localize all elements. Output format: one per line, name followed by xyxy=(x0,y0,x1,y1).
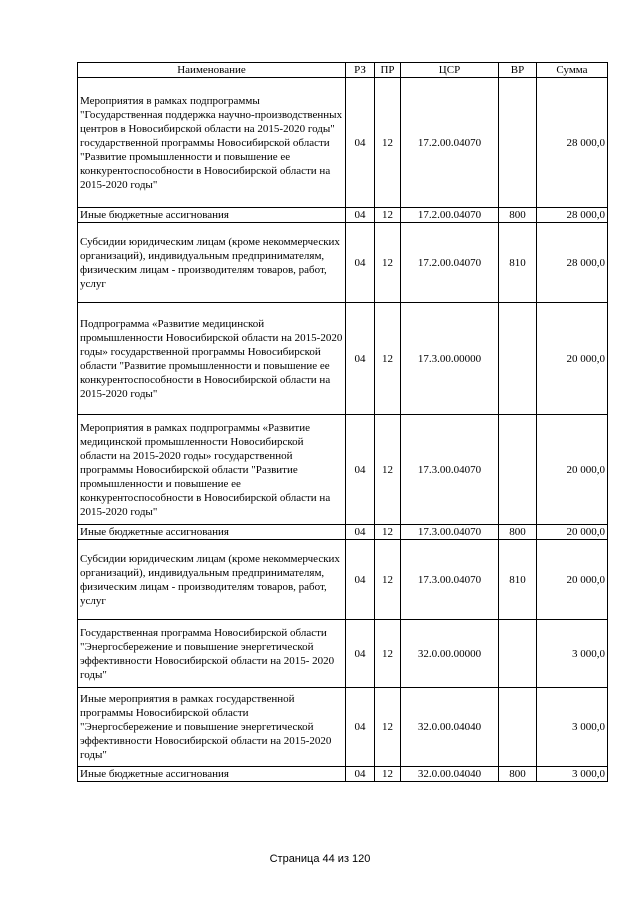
row-name: Иные мероприятия в рамках государственной программы Новосибирской области "Энергосбережение и повышение энергетической эффективности Новосибирской области на 2015-2020 годы" xyxy=(78,688,346,767)
row-vr: 800 xyxy=(499,208,537,223)
row-vr: 810 xyxy=(499,223,537,303)
row-csr: 17.3.00.04070 xyxy=(401,415,499,525)
row-csr: 17.2.00.04070 xyxy=(401,78,499,208)
row-csr: 17.2.00.04070 xyxy=(401,208,499,223)
row-pr: 12 xyxy=(375,303,401,415)
row-vr: 800 xyxy=(499,767,537,782)
table-row xyxy=(78,415,608,525)
row-name: Субсидии юридическим лицам (кроме некоммерческих организаций), индивидуальным предпринимателям, физическим лицам - производителям товаров, работ, услуг xyxy=(78,223,346,303)
row-rz: 04 xyxy=(346,525,375,540)
row-vr: 800 xyxy=(499,525,537,540)
row-sum: 28 000,0 xyxy=(537,223,608,303)
row-csr: 17.3.00.04070 xyxy=(401,540,499,620)
page-number-footer: Страница 44 из 120 xyxy=(269,853,371,865)
row-rz: 04 xyxy=(346,78,375,208)
header-pr: ПР xyxy=(375,63,401,78)
row-pr: 12 xyxy=(375,620,401,688)
row-rz: 04 xyxy=(346,620,375,688)
header-name: Наименование xyxy=(78,63,346,78)
row-pr: 12 xyxy=(375,78,401,208)
row-pr: 12 xyxy=(375,223,401,303)
header-sum: Сумма xyxy=(537,63,608,78)
row-csr: 32.0.00.04040 xyxy=(401,767,499,782)
table-row xyxy=(78,78,608,208)
row-sum: 28 000,0 xyxy=(537,208,608,223)
header-csr: ЦСР xyxy=(401,63,499,78)
row-pr: 12 xyxy=(375,540,401,620)
row-pr: 12 xyxy=(375,208,401,223)
row-sum: 3 000,0 xyxy=(537,620,608,688)
table-header-row xyxy=(78,63,608,78)
row-csr: 32.0.00.04040 xyxy=(401,688,499,767)
row-name: Мероприятия в рамках подпрограммы "Государственная поддержка научно-производственных центров в Новосибирской области на 2015-2020 годы" государственной программы Новосибирской области "Развитие промышленности и повышение ее конкурентоспособности в Новосибирской области на 2015-2020 годы" xyxy=(78,78,346,208)
budget-table xyxy=(77,62,608,782)
table-row xyxy=(78,620,608,688)
row-name: Иные бюджетные ассигнования xyxy=(78,525,346,540)
row-vr xyxy=(499,688,537,767)
row-rz: 04 xyxy=(346,415,375,525)
row-name: Мероприятия в рамках подпрограммы «Развитие медицинской промышленности Новосибирской области на 2015-2020 годы» государственной программы Новосибирской области "Развитие промышленности и повышение ее конкурентоспособности в Новосибирской области на 2015-2020 годы" xyxy=(78,415,346,525)
header-rz: РЗ xyxy=(346,63,375,78)
row-sum: 3 000,0 xyxy=(537,767,608,782)
row-sum: 20 000,0 xyxy=(537,303,608,415)
row-rz: 04 xyxy=(346,767,375,782)
row-vr xyxy=(499,78,537,208)
row-pr: 12 xyxy=(375,688,401,767)
row-sum: 3 000,0 xyxy=(537,688,608,767)
row-rz: 04 xyxy=(346,303,375,415)
row-pr: 12 xyxy=(375,525,401,540)
row-pr: 12 xyxy=(375,415,401,525)
header-vr: ВР xyxy=(499,63,537,78)
row-csr: 32.0.00.00000 xyxy=(401,620,499,688)
row-vr xyxy=(499,303,537,415)
row-name: Государственная программа Новосибирской области "Энергосбережение и повышение энергетической эффективности Новосибирской области на 2015- 2020 годы" xyxy=(78,620,346,688)
row-rz: 04 xyxy=(346,223,375,303)
row-csr: 17.3.00.04070 xyxy=(401,525,499,540)
row-vr xyxy=(499,415,537,525)
row-sum: 20 000,0 xyxy=(537,525,608,540)
row-rz: 04 xyxy=(346,688,375,767)
row-name: Иные бюджетные ассигнования xyxy=(78,208,346,223)
table-row xyxy=(78,303,608,415)
row-vr: 810 xyxy=(499,540,537,620)
row-name: Субсидии юридическим лицам (кроме некоммерческих организаций), индивидуальным предпринимателям, физическим лицам - производителям товаров, работ, услуг xyxy=(78,540,346,620)
table-row xyxy=(78,525,608,540)
table-row xyxy=(78,223,608,303)
row-sum: 28 000,0 xyxy=(537,78,608,208)
row-name: Подпрограмма «Развитие медицинской промышленности Новосибирской области на 2015-2020 годы» государственной программы Новосибирской области "Развитие промышленности и повышение ее конкурентоспособности в Новосибирской области на 2015-2020 годы" xyxy=(78,303,346,415)
row-name: Иные бюджетные ассигнования xyxy=(78,767,346,782)
row-csr: 17.3.00.00000 xyxy=(401,303,499,415)
table-row xyxy=(78,540,608,620)
row-rz: 04 xyxy=(346,540,375,620)
row-rz: 04 xyxy=(346,208,375,223)
table-row xyxy=(78,208,608,223)
table-row xyxy=(78,688,608,767)
table-row xyxy=(78,767,608,782)
row-sum: 20 000,0 xyxy=(537,540,608,620)
row-vr xyxy=(499,620,537,688)
row-sum: 20 000,0 xyxy=(537,415,608,525)
row-csr: 17.2.00.04070 xyxy=(401,223,499,303)
row-pr: 12 xyxy=(375,767,401,782)
